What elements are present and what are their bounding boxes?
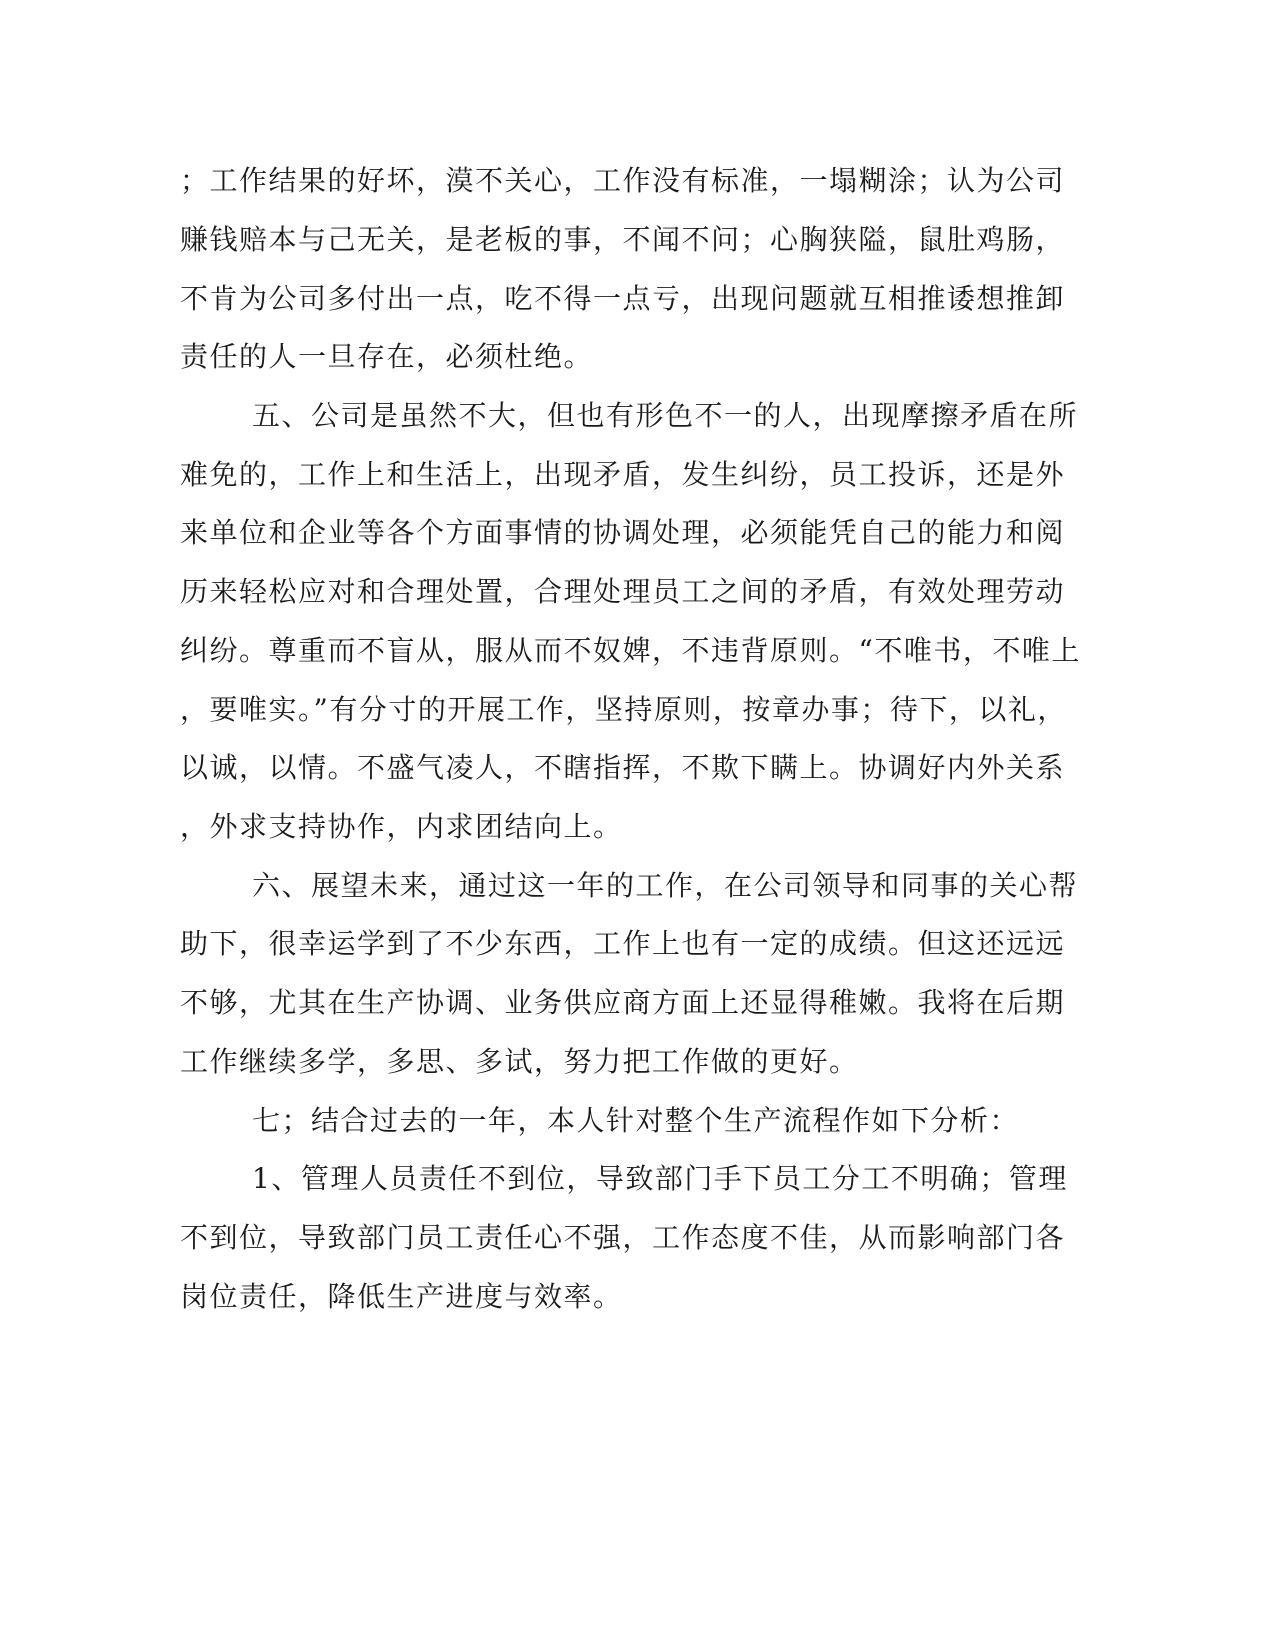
- text-line: ，外求支持协作，内求团结向上。: [180, 810, 623, 843]
- text-line: ；工作结果的好坏，漠不关心，工作没有标准，一塌糊涂；认为公司: [180, 164, 1066, 197]
- text-line: 岗位责任，降低生产进度与效率。: [180, 1280, 623, 1313]
- text-line: 不够，尤其在生产协调、业务供应商方面上还显得稚嫩。我将在后期: [180, 986, 1066, 1019]
- text-line: ，要唯实。”有分寸的开展工作，坚持原则，按章办事；待下，以礼，: [180, 693, 1067, 726]
- paragraph-seven-first-line: 七；结合过去的一年，本人针对整个生产流程作如下分析：: [252, 1104, 1020, 1137]
- text-line: 不到位，导致部门员工责任心不强，工作态度不佳，从而影响部门各: [180, 1221, 1066, 1254]
- item-one-first-line: 1、管理人员责任不到位，导致部门手下员工分工不明确；管理: [252, 1162, 1068, 1195]
- text-line: 纠纷。尊重而不盲从，服从而不奴婢，不违背原则。“不唯书，不唯上: [180, 634, 1081, 667]
- text-line: 赚钱赔本与己无关，是老板的事，不闻不问；心胸狭隘，鼠肚鸡肠，: [180, 223, 1066, 256]
- text-line: 难免的，工作上和生活上，出现矛盾，发生纠纷，员工投诉，还是外: [180, 458, 1066, 491]
- text-line: 以诚，以情。不盛气凌人，不瞎指挥，不欺下瞒上。协调好内外关系: [180, 751, 1066, 784]
- text-line: 工作继续多学，多思、多试，努力把工作做的更好。: [180, 1045, 859, 1078]
- text-line: 不肯为公司多付出一点，吃不得一点亏，出现问题就互相推诿想推卸: [180, 282, 1066, 315]
- text-line: 历来轻松应对和合理处置，合理处理员工之间的矛盾，有效处理劳动: [180, 575, 1066, 608]
- paragraph-five-first-line: 五、公司是虽然不大，但也有形色不一的人，出现摩擦矛盾在所: [252, 399, 1079, 432]
- text-line: 责任的人一旦存在，必须杜绝。: [180, 340, 594, 373]
- text-line: 来单位和企业等各个方面事情的协调处理，必须能凭自己的能力和阅: [180, 516, 1066, 549]
- paragraph-six-first-line: 六、展望未来，通过这一年的工作，在公司领导和同事的关心帮: [252, 869, 1079, 902]
- text-line: 助下，很幸运学到了不少东西，工作上也有一定的成绩。但这还远远: [180, 927, 1066, 960]
